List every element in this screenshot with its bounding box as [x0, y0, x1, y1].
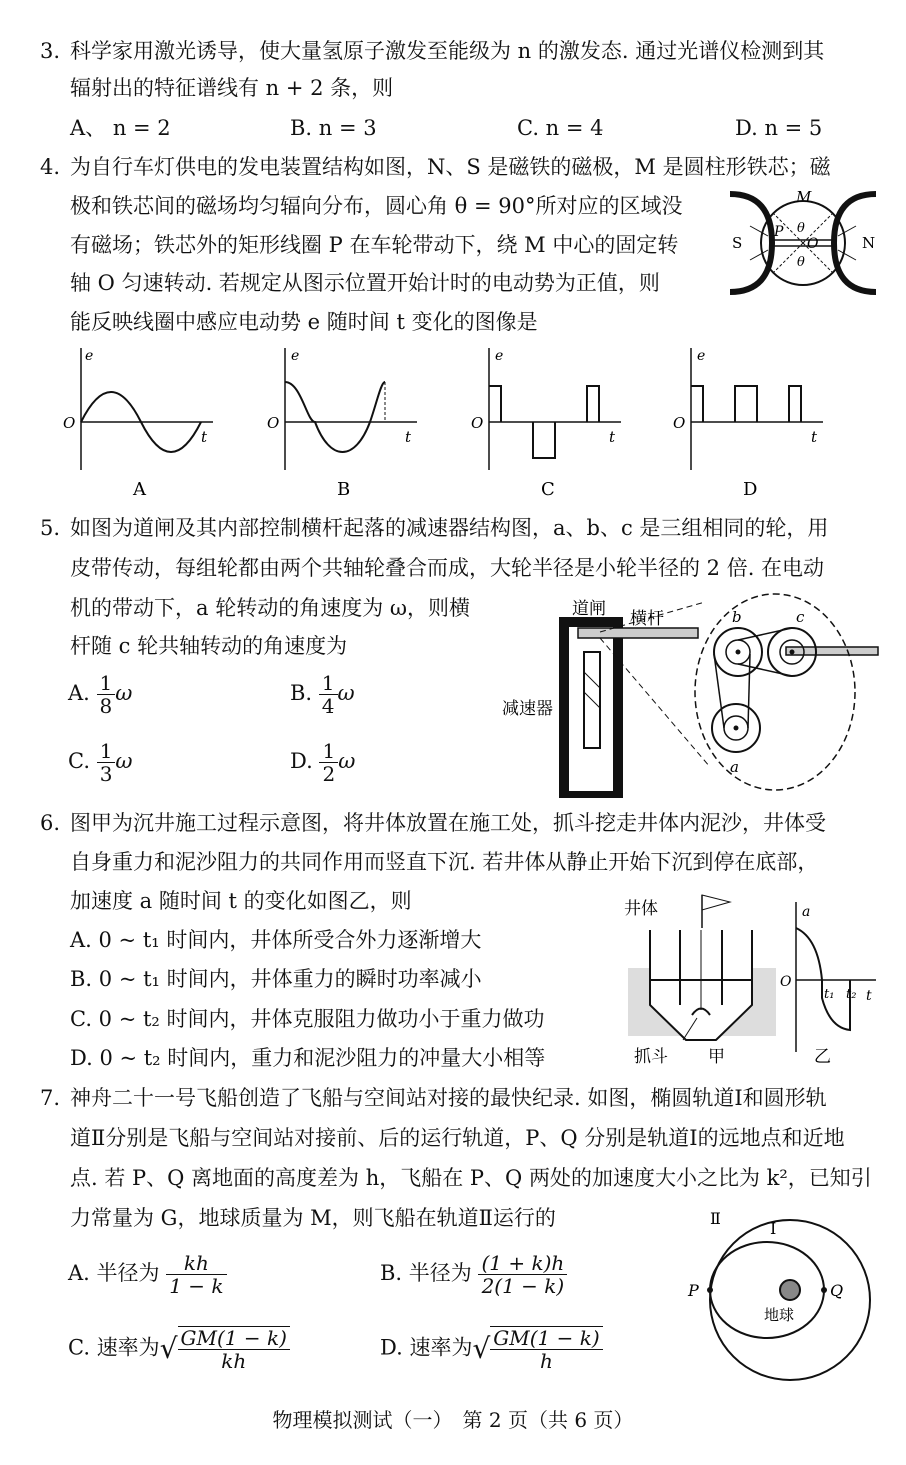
- field-line-left-2: [750, 250, 768, 260]
- q7-option-d-sqrt: √: [472, 1332, 491, 1365]
- q6-option-a: A. 0 ~ t₁ 时间内，井体所受合外力逐渐增大: [70, 928, 482, 952]
- graph-d-curve: [691, 386, 801, 422]
- q4-number: 4.: [40, 155, 61, 179]
- label-at-t1: t₁: [824, 987, 835, 1002]
- q7-option-d-den: h: [540, 1349, 553, 1373]
- label-reducer: 减速器: [502, 699, 553, 719]
- q3-option-a: A、 n = 2: [70, 116, 171, 140]
- q7-option-c: [68, 1326, 290, 1372]
- q7-stem-line1: 神舟二十一号飞船创造了飞船与空间站对接的最快纪录. 如图，椭圆轨道Ⅰ和圆形轨: [70, 1086, 827, 1110]
- q5-option-d-den: 2: [322, 762, 336, 786]
- point-q: [821, 1287, 827, 1293]
- q7-stem-line4: 力常量为 G，地球质量为 M，则飞船在轨道Ⅱ运行的: [70, 1206, 556, 1230]
- q5-option-c-num: 1: [97, 740, 116, 763]
- label-well: 井体: [624, 899, 658, 919]
- label-q: Q: [830, 1281, 844, 1300]
- graph-d-t-label: t: [811, 428, 818, 446]
- q6-option-c: C. 0 ~ t₂ 时间内，井体克服阻力做功小于重力做功: [70, 1007, 545, 1031]
- graph-a-o-label: O: [63, 414, 76, 432]
- q7-option-d-num: GM(1 − k): [490, 1327, 602, 1350]
- q7-option-b-num: (1 + k)h: [478, 1252, 567, 1275]
- earth: [780, 1280, 800, 1300]
- label-p: P: [688, 1281, 699, 1300]
- q4-graphs: [55, 340, 875, 510]
- caisson-diagram: [620, 890, 882, 1070]
- label-grab: 抓斗: [634, 1047, 668, 1067]
- graph-c-t-label: t: [609, 428, 616, 446]
- label-bar: 横杆: [630, 609, 664, 629]
- q5-option-b-den: 4: [321, 694, 335, 718]
- q5-stem-line1: 如图为道闸及其内部控制横杆起落的减速器结构图，a、b、c 是三组相同的轮，用: [70, 516, 829, 540]
- q3-option-b: B. n = 3: [290, 116, 377, 140]
- graph-d: [673, 348, 823, 500]
- q7-option-d-text: 速率为: [409, 1335, 473, 1360]
- q7-option-b-text: 半径为: [408, 1261, 472, 1285]
- q4-stem-line3: 有磁场；铁芯外的矩形线圈 P 在车轮带动下，绕 M 中心的固定转: [70, 233, 679, 257]
- q5-stem-line2: 皮带传动，每组轮都由两个共轴轮叠合而成，大轮半径是小轮半径的 2 倍. 在电动: [70, 556, 825, 580]
- gate-housing: [564, 622, 618, 796]
- q7-stem-line3: 点. 若 P、Q 离地面的高度差为 h，飞船在 P、Q 两处的加速度大小之比为 k²，已知引: [70, 1166, 872, 1190]
- q5-option-a-letter: A.: [68, 681, 90, 705]
- q6-stem-line3: 加速度 a 随时间 t 的变化如图乙，则: [70, 889, 412, 913]
- q6-stem-line1: 图甲为沉井施工过程示意图，将井体放置在施工处，抓斗挖走井体内泥沙，井体受: [70, 811, 826, 835]
- label-s: S: [732, 234, 743, 252]
- q5-stem-line4: 杆随 c 轮共轴转动的角速度为: [70, 634, 348, 658]
- label-m: M: [796, 188, 812, 206]
- label-at-o: O: [780, 974, 792, 990]
- q5-stem-line3: 机的带动下，a 轮转动的角速度为 ω，则横: [70, 596, 470, 620]
- q5-option-a-den: 8: [99, 694, 113, 718]
- q7-option-c-sqrt: √: [159, 1332, 178, 1365]
- q7-option-b-den: 2(1 − k): [481, 1274, 565, 1298]
- graph-d-e-label: e: [697, 348, 706, 364]
- q5-option-b-unit: ω: [337, 681, 355, 705]
- q4-stem-line1: 为自行车灯供电的发电装置结构如图，N、S 是磁铁的磁极，M 是圆柱形铁芯；磁: [70, 155, 831, 179]
- at-curve: [796, 928, 850, 1030]
- label-a: a: [730, 758, 739, 776]
- q7-option-c-text: 速率为: [96, 1335, 160, 1360]
- label-p: P: [774, 224, 784, 240]
- q5-number: 5.: [40, 516, 61, 540]
- q5-option-a: [68, 672, 132, 717]
- graph-d-o-label: O: [673, 414, 686, 432]
- label-b: b: [732, 608, 742, 626]
- q7-option-c-letter: C.: [68, 1335, 90, 1360]
- q7-number: 7.: [40, 1086, 61, 1110]
- gate-reducer-diagram: [500, 592, 880, 798]
- wheel-a-axle: [734, 726, 739, 731]
- q7-option-a-letter: A.: [68, 1261, 90, 1285]
- q5-option-a-num: 1: [97, 672, 116, 695]
- wheel-c-axle: [790, 650, 795, 655]
- label-at-t: t: [866, 988, 872, 1004]
- label-n: N: [862, 234, 876, 252]
- flag: [702, 895, 730, 910]
- label-c: c: [796, 608, 805, 626]
- graph-b-t-label: t: [405, 428, 412, 446]
- graph-c: [471, 348, 621, 500]
- field-line-left-1: [750, 226, 768, 236]
- graph-c-label: C: [541, 479, 555, 500]
- q3-number: 3.: [40, 39, 61, 63]
- graph-a-e-label: e: [85, 348, 94, 364]
- label-earth: 地球: [764, 1306, 795, 1324]
- graph-a-label: A: [133, 479, 146, 500]
- graph-c-e-label: e: [495, 348, 504, 364]
- q6-option-b: B. 0 ~ t₁ 时间内，井体重力的瞬时功率减小: [70, 967, 482, 991]
- q6-stem-line2: 自身重力和泥沙阻力的共同作用而竖直下沉. 若井体从静止开始下沉到停在底部，: [70, 850, 819, 874]
- label-at-t2: t₂: [846, 987, 857, 1002]
- graph-d-label: D: [743, 479, 758, 500]
- q6-option-d: D. 0 ~ t₂ 时间内，重力和泥沙阻力的冲量大小相等: [70, 1046, 546, 1070]
- crossbar: [578, 628, 698, 638]
- point-p: [707, 1287, 713, 1293]
- q3-option-c: C. n = 4: [517, 116, 604, 140]
- page-footer: 物理模拟测试（一） 第 2 页（共 6 页）: [272, 1408, 634, 1432]
- q5-option-c-den: 3: [99, 762, 113, 786]
- q5-option-c: [68, 740, 133, 785]
- label-gate: 道闸: [572, 599, 606, 619]
- label-o: O: [807, 236, 819, 252]
- q7-option-d: [380, 1326, 603, 1372]
- field-line-right-2: [838, 250, 856, 260]
- q7-option-a-den: 1 − k: [169, 1274, 224, 1298]
- label-orbit-i: Ⅰ: [770, 1219, 777, 1238]
- generator-diagram: [728, 186, 878, 300]
- q7-option-a: [68, 1252, 227, 1297]
- graph-b-label: B: [337, 479, 351, 500]
- q7-option-c-num: GM(1 − k): [178, 1327, 290, 1350]
- q6-number: 6.: [40, 811, 61, 835]
- graph-c-o-label: O: [471, 414, 484, 432]
- q3-option-d: D. n = 5: [735, 116, 823, 140]
- q4-stem-line2: 极和铁芯间的磁场均匀辐向分布，圆心角 θ = 90°所对应的区域没: [70, 194, 683, 218]
- wheel-b-axle: [736, 650, 741, 655]
- q5-option-c-letter: C.: [68, 749, 90, 773]
- belt-ab-right: [748, 654, 750, 728]
- q4-stem-line4: 轴 O 匀速转动. 若规定从图示位置开始计时的电动势为正值，则: [70, 271, 660, 295]
- q5-option-c-unit: ω: [115, 749, 133, 773]
- label-at-a: a: [802, 904, 811, 920]
- graph-a: [63, 348, 213, 500]
- q5-option-b-letter: B.: [290, 681, 313, 705]
- q7-option-b-letter: B.: [380, 1261, 403, 1285]
- label-theta-top: θ: [797, 221, 805, 236]
- label-orbit-ii: Ⅱ: [710, 1210, 721, 1228]
- orbit-diagram: [680, 1210, 880, 1385]
- q5-option-d: [290, 740, 355, 785]
- q4-stem-line5: 能反映线圈中感应电动势 e 随时间 t 变化的图像是: [70, 310, 538, 334]
- label-theta-bottom: θ: [797, 255, 805, 270]
- graph-b-o-label: O: [267, 414, 280, 432]
- q5-option-b-num: 1: [319, 672, 338, 695]
- q7-option-a-num: kh: [166, 1252, 226, 1275]
- field-line-right-1: [838, 226, 856, 236]
- label-yi: 乙: [814, 1047, 831, 1067]
- q7-option-a-text: 半径为: [96, 1261, 160, 1285]
- q5-option-b: [290, 672, 355, 717]
- q5-option-d-letter: D.: [290, 749, 313, 773]
- q7-option-c-den: kh: [221, 1349, 247, 1373]
- q7-stem-line2: 道Ⅱ分别是飞船与空间站对接前、后的运行轨道，P、Q 分别是轨道Ⅰ的远地点和近地: [70, 1126, 845, 1150]
- crossbar-detail: [786, 647, 878, 655]
- q5-option-d-num: 1: [319, 740, 338, 763]
- label-jia: 甲: [708, 1047, 725, 1067]
- q3-stem-line1: 科学家用激光诱导，使大量氢原子激发至能级为 n 的激发态. 通过光谱仪检测到其: [70, 39, 825, 63]
- graph-a-t-label: t: [201, 428, 208, 446]
- q7-option-d-letter: D.: [380, 1335, 403, 1360]
- q5-option-d-unit: ω: [338, 749, 356, 773]
- graph-b-curve: [285, 382, 385, 452]
- graph-b-e-label: e: [291, 348, 300, 364]
- q5-option-a-unit: ω: [115, 681, 133, 705]
- graph-b: [267, 348, 417, 500]
- q3-stem-line2: 辐射出的特征谱线有 n + 2 条，则: [70, 76, 394, 100]
- q7-option-b: [380, 1252, 567, 1297]
